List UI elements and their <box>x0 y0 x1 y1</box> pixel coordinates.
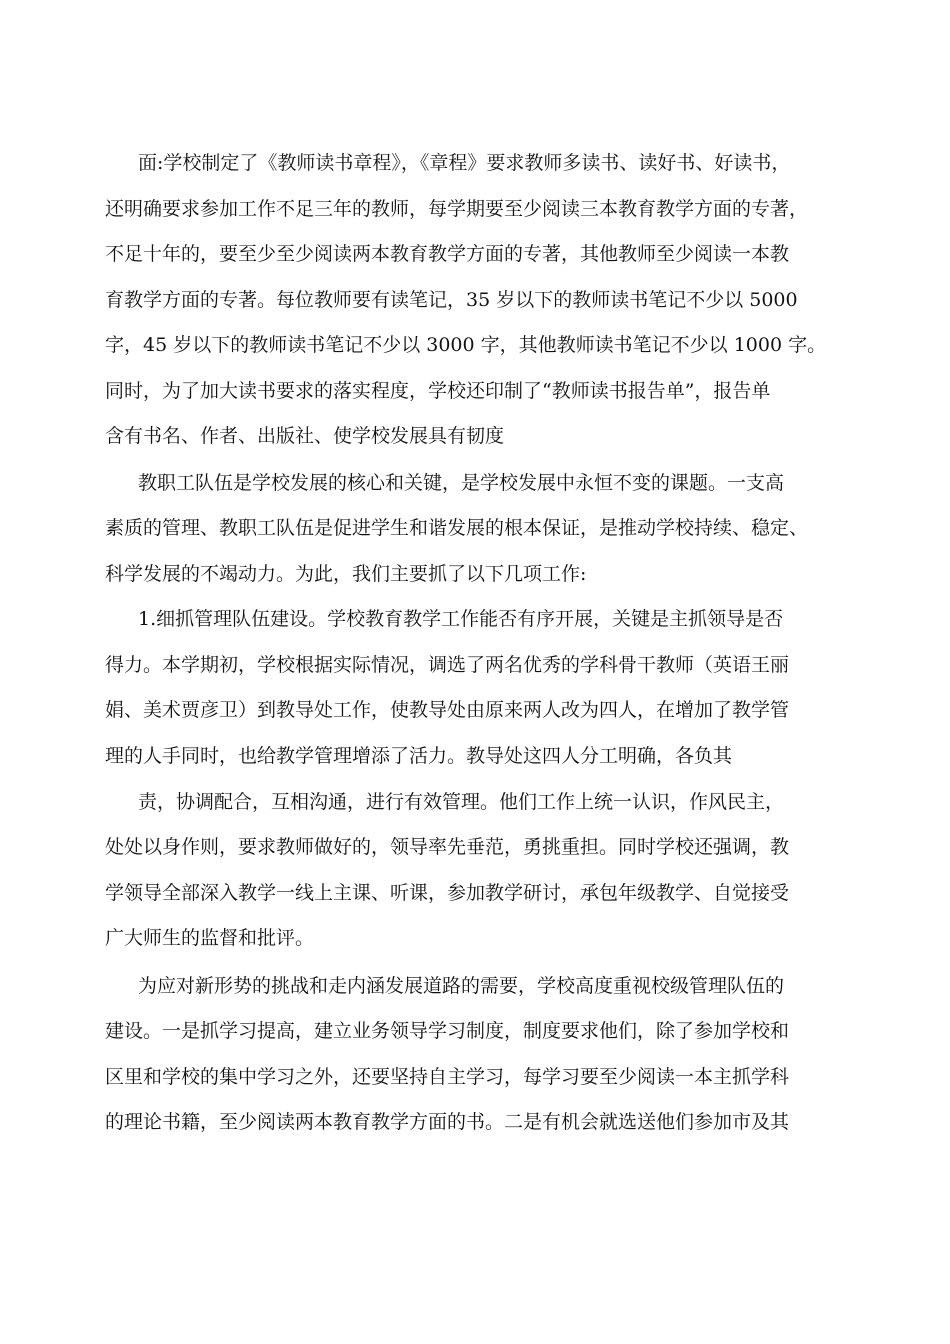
paragraph-5-line-3: 区里和学校的集中学习之外，还要坚持自主学习，每学习要至少阅读一本主抓学科 <box>105 1066 790 1088</box>
paragraph-1-line-1: 面:学校制定了《教师读书章程》，《章程》要求教师多读书、读好书、好读书， <box>138 152 791 174</box>
paragraph-4-line-1: 责，协调配合，互相沟通，进行有效管理。他们工作上统一认识，作风民主， <box>138 791 785 813</box>
paragraph-3-line-1: 1.细抓管理队伍建设。学校教育教学工作能否有序开展，关键是主抓领导是否 <box>138 608 784 630</box>
paragraph-3-line-4: 理的人手同时，也给教学管理增添了活力。教导处这四人分工明确，各负其 <box>105 745 733 767</box>
paragraph-2-line-3: 科学发展的不竭动力。为此，我们主要抓了以下几项工作: <box>105 563 587 585</box>
paragraph-5-line-4: 的理论书籍，至少阅读两本教育教学方面的书。二是有机会就选送他们参加市及其 <box>105 1111 790 1133</box>
paragraph-2-line-1: 教职工队伍是学校发展的核心和关键，是学校发展中永恒不变的课题。一支高 <box>138 472 785 494</box>
paragraph-4-line-4: 广大师生的监督和批评。 <box>105 927 315 949</box>
paragraph-1-line-7: 含有书名、作者、出版社、使学校发展具有韧度 <box>105 425 505 447</box>
paragraph-5-line-2: 建设。一是抓学习提高，建立业务领导学习制度，制度要求他们，除了参加学校和 <box>105 1020 790 1042</box>
paragraph-1-line-3: 不足十年的，要至少至少阅读两本教育教学方面的专著，其他教师至少阅读一本教 <box>105 243 790 265</box>
paragraph-2-line-2: 素质的管理、教职工队伍是促进学生和谐发展的根本保证，是推动学校持续、稳定、 <box>105 517 809 539</box>
paragraph-4-line-2: 处处以身作则，要求教师做好的，领导率先垂范，勇挑重担。同时学校还强调，教 <box>105 836 790 858</box>
paragraph-1-line-6: 同时，为了加大读书要求的落实程度，学校还印制了“教师读书报告单”，报告单 <box>105 380 771 402</box>
paragraph-4-line-3: 学领导全部深入教学一线上主课、听课，参加教学研讨，承包年级教学、自觉接受 <box>105 882 790 904</box>
paragraph-3-line-2: 得力。本学期初，学校根据实际情况，调选了两名优秀的学科骨干教师（英语王丽 <box>105 654 790 676</box>
paragraph-1-line-5: 字，45 岁以下的教师读书笔记不少以 3000 字，其他教师读书笔记不少以 1000 字。 <box>105 334 827 356</box>
paragraph-5-line-1: 为应对新形势的挑战和走内涵发展道路的需要，学校高度重视校级管理队伍的 <box>138 975 785 997</box>
paragraph-3-line-3: 娟、美术贾彦卫）到教导处工作，使教导处由原来两人改为四人，在增加了教学管 <box>105 699 790 721</box>
paragraph-1-line-2: 还明确要求参加工作不足三年的教师，每学期要至少阅读三本教育教学方面的专著， <box>105 198 809 220</box>
paragraph-1-line-4: 育教学方面的专著。每位教师要有读笔记，35 岁以下的教师读书笔记不少以 5000 <box>105 289 798 311</box>
